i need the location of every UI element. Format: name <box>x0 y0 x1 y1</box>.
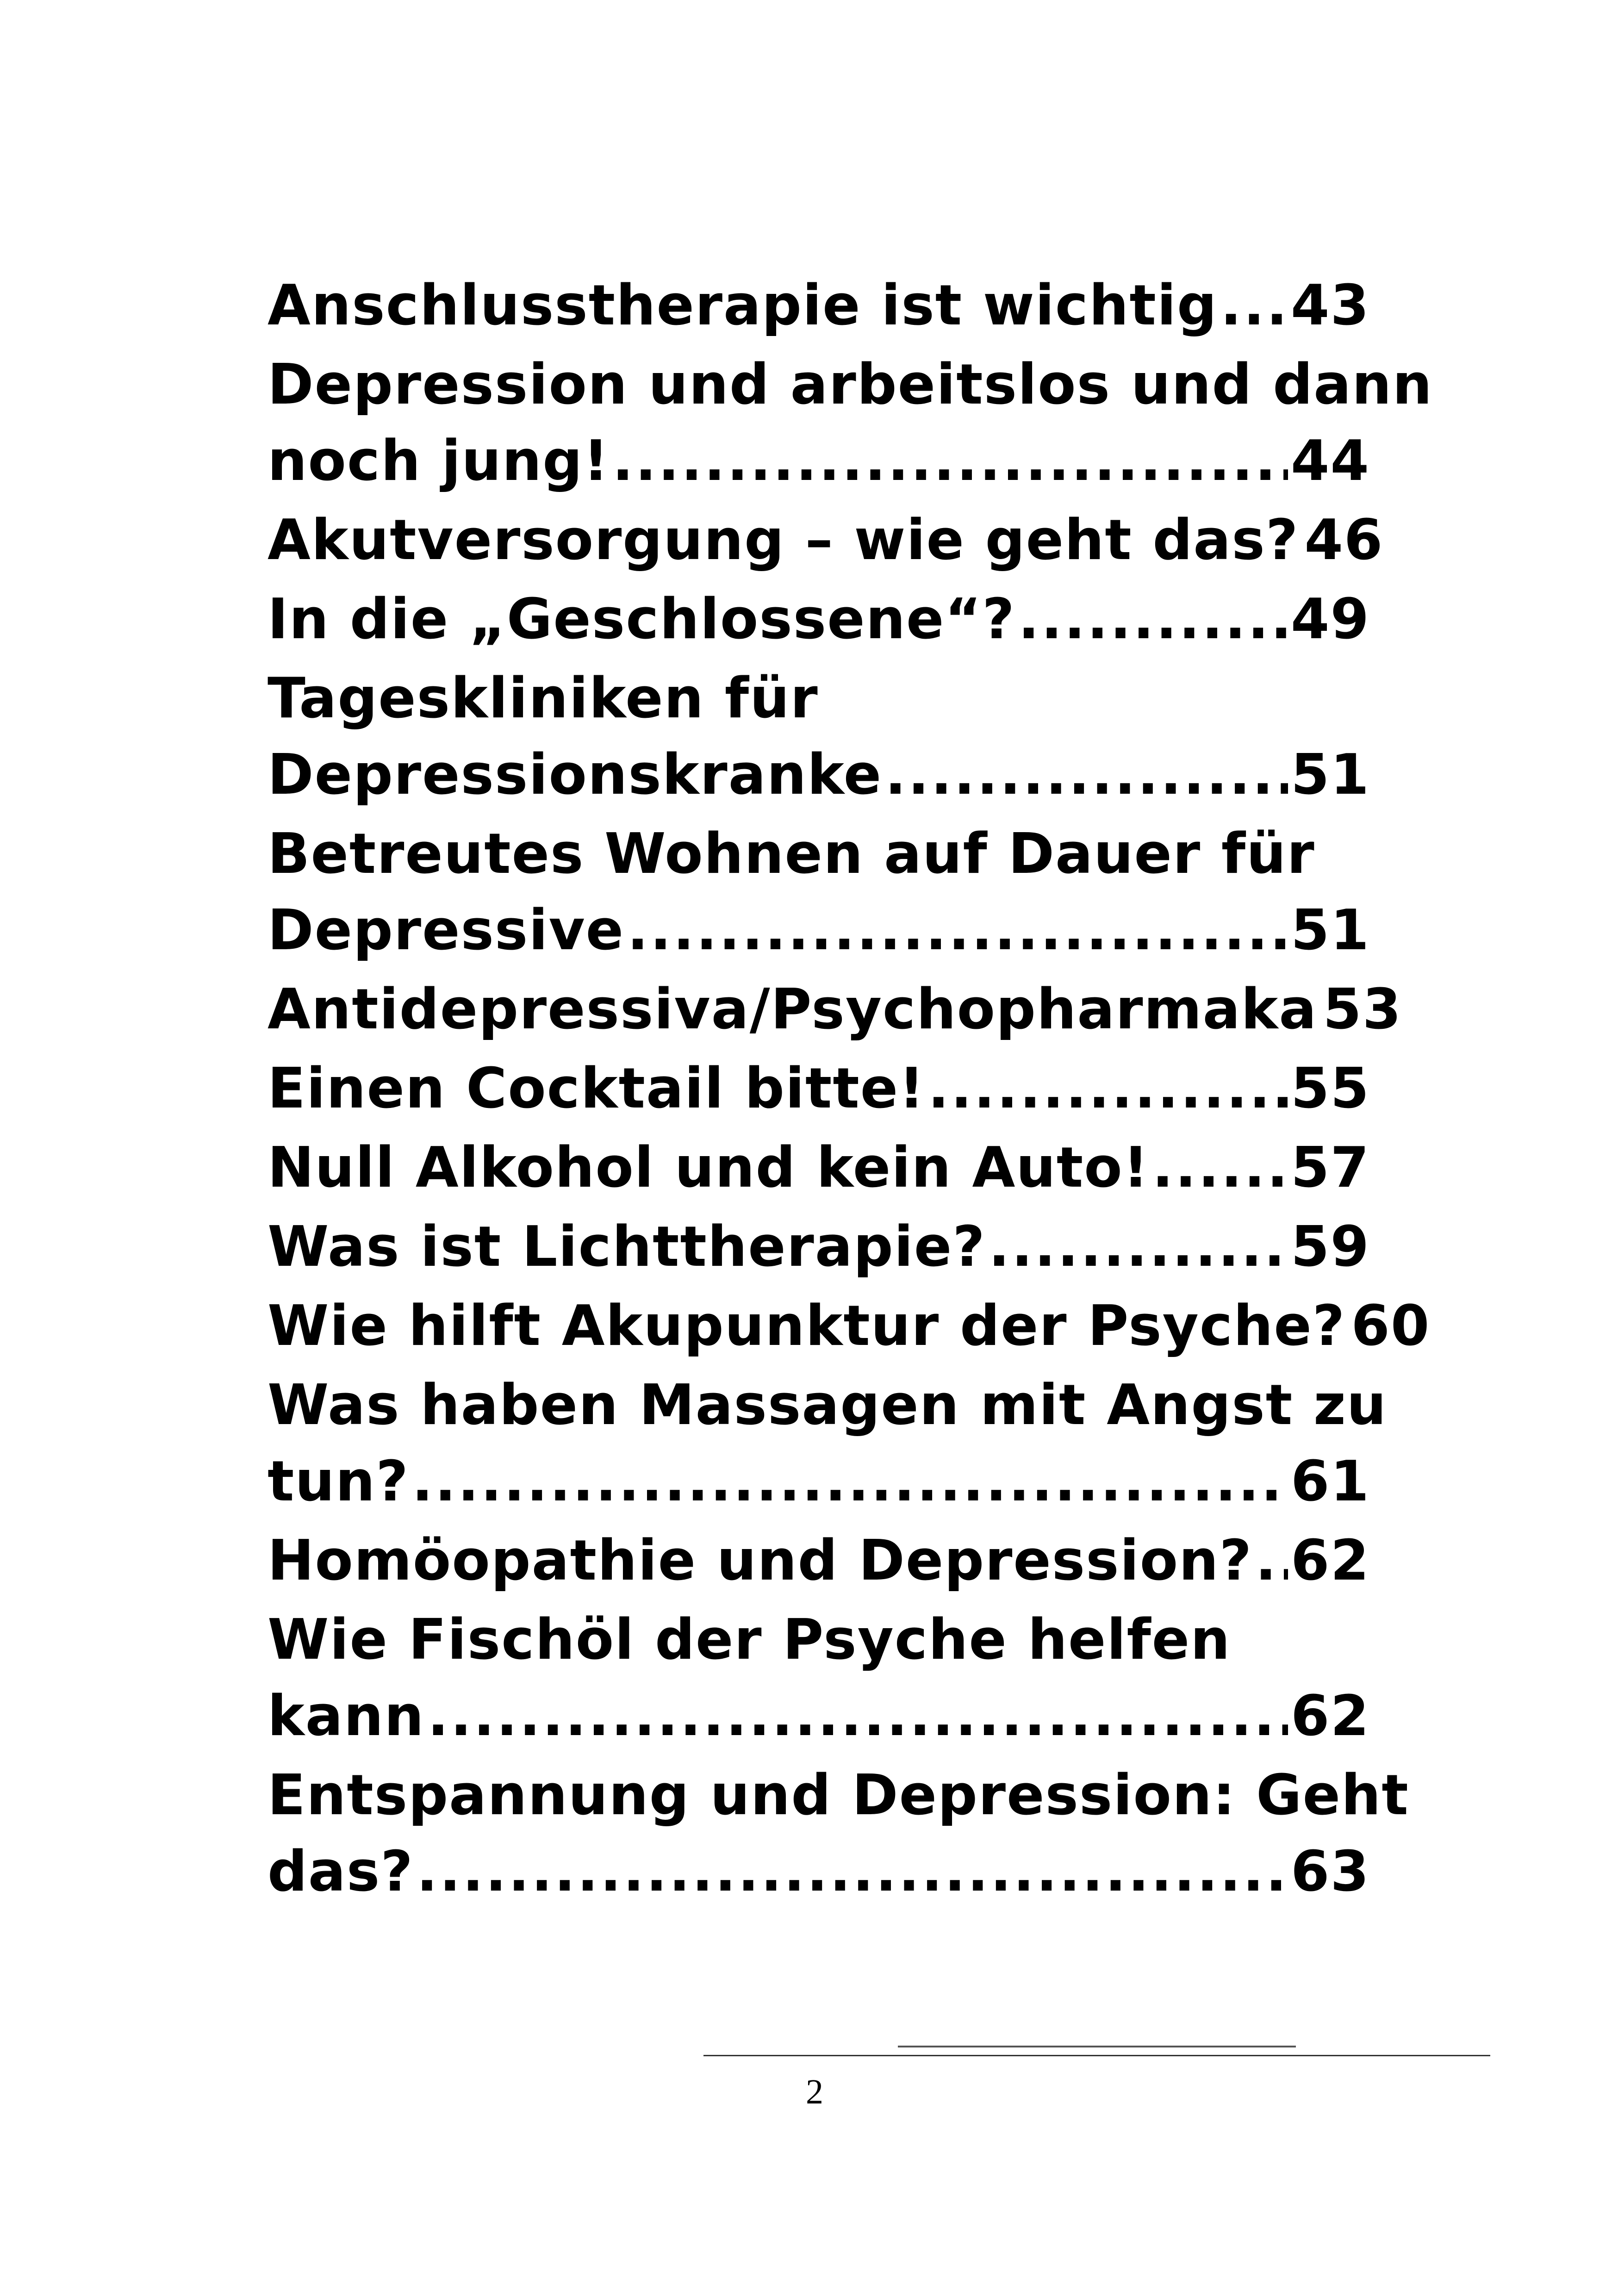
toc-entry-final-line <box>268 1288 1431 1364</box>
toc-entry[interactable] <box>268 816 1370 969</box>
dot-leader <box>1152 1130 1288 1206</box>
toc-entry[interactable] <box>268 1209 1370 1285</box>
toc-entry-page-number: 51 <box>1291 898 1370 963</box>
toc-entry-page-number: 43 <box>1291 274 1370 338</box>
toc-entry-page-number: 62 <box>1291 1529 1370 1593</box>
dot-leader <box>1018 581 1288 658</box>
footer-rule-lower <box>703 2055 1490 2056</box>
page-number: 2 <box>806 2072 823 2111</box>
toc-entry-title: Depressionskranke <box>268 743 883 807</box>
toc-entry-page-number: 53 <box>1323 977 1402 1042</box>
toc-entry-title: Anschlusstherapie ist wichtig <box>268 274 1218 338</box>
toc-entry-page-number: 57 <box>1291 1136 1370 1200</box>
toc-entry[interactable] <box>268 1130 1370 1206</box>
toc-entry-page-number: 63 <box>1291 1840 1370 1904</box>
toc-entry-title: noch jung! <box>268 429 610 493</box>
toc-entry-title-line: Wie Fischöl der Psyche helfen <box>268 1608 1231 1672</box>
toc-entry-title: das? <box>268 1840 414 1904</box>
toc-entry-title-line: Betreutes Wohnen auf Dauer für <box>268 822 1315 886</box>
toc-entry-final-line <box>268 892 1370 969</box>
toc-entry-final-line <box>268 423 1370 499</box>
toc-entry-final-line <box>268 737 1370 813</box>
toc-entry-final-line <box>268 1209 1370 1285</box>
toc-entry-title: Null Alkohol und kein Auto! <box>268 1136 1150 1200</box>
toc-entry[interactable] <box>268 1051 1370 1127</box>
toc-entry-title: kann <box>268 1684 425 1748</box>
toc-entry[interactable] <box>268 1367 1388 1520</box>
toc-entry-page-number: 49 <box>1291 587 1370 652</box>
toc-entry-title-line: Depression und arbeitslos und dann <box>268 353 1433 417</box>
toc-entry-page-number: 44 <box>1291 429 1370 493</box>
toc-entry-title: Depressive <box>268 898 625 963</box>
toc-entry-final-line <box>268 1051 1370 1127</box>
toc-entry[interactable] <box>268 581 1370 658</box>
toc-entry-final-line <box>268 1130 1370 1206</box>
toc-entry-title: In die „Geschlossene“? <box>268 587 1015 652</box>
toc-entry-page-number: 46 <box>1304 508 1384 572</box>
toc-entry-final-line <box>268 502 1384 579</box>
toc-entry-page-number: 60 <box>1351 1294 1431 1358</box>
toc-entry-final-line <box>268 581 1370 658</box>
toc-entry[interactable] <box>268 1757 1409 1910</box>
toc-entry-page-number: 55 <box>1291 1057 1370 1121</box>
toc-entry-page-number: 51 <box>1291 743 1370 807</box>
toc-entry-title: Wie hilft Akupunktur der Psyche? <box>268 1294 1346 1358</box>
dot-leader <box>1255 1523 1288 1599</box>
toc-entry[interactable] <box>268 1602 1370 1755</box>
dot-leader <box>428 1678 1288 1755</box>
toc-entry-title: Antidepressiva/Psychopharmaka <box>268 977 1318 1042</box>
toc-entry[interactable] <box>268 268 1370 344</box>
toc-entry-title: Was ist Lichttherapie? <box>268 1215 986 1279</box>
toc-entry-title: Einen Cocktail bitte! <box>268 1057 925 1121</box>
toc-entry-final-line <box>268 971 1402 1048</box>
toc-entry-final-line <box>268 268 1370 344</box>
toc-entry-title-line: Was haben Massagen mit Angst zu <box>268 1373 1388 1437</box>
dot-leader <box>412 1444 1288 1520</box>
toc-entry-final-line <box>268 1678 1370 1755</box>
toc-entry-title: Akutversorgung – wie geht das? <box>268 508 1299 572</box>
toc-entry-page-number: 62 <box>1291 1684 1370 1748</box>
footer-rule-upper <box>898 2046 1296 2047</box>
dot-leader <box>885 737 1288 813</box>
toc-entry-final-line <box>268 1444 1370 1520</box>
dot-leader <box>1220 268 1288 344</box>
toc-entry-title-line: Tageskliniken für <box>268 666 819 731</box>
toc-entry[interactable] <box>268 1288 1431 1364</box>
dot-leader <box>612 423 1288 499</box>
toc-entry[interactable] <box>268 971 1402 1048</box>
dot-leader <box>627 892 1288 969</box>
toc-entry[interactable] <box>268 347 1433 499</box>
toc-entry-final-line <box>268 1523 1370 1599</box>
toc-entry-title: tun? <box>268 1450 409 1514</box>
dot-leader <box>928 1051 1288 1127</box>
toc-entry-title: Homöopathie und Depression? <box>268 1529 1253 1593</box>
toc-entry[interactable] <box>268 502 1384 579</box>
dot-leader <box>989 1209 1288 1285</box>
toc-entry-page-number: 61 <box>1291 1450 1370 1514</box>
toc-entry[interactable] <box>268 1523 1370 1599</box>
dot-leader <box>417 1834 1288 1910</box>
toc-entry-page-number: 59 <box>1291 1215 1370 1279</box>
toc-entry-title-line: Entspannung und Depression: Geht <box>268 1763 1409 1828</box>
toc-entry[interactable] <box>268 660 1370 813</box>
table-of-contents <box>268 268 1433 1913</box>
toc-entry-final-line <box>268 1834 1370 1910</box>
